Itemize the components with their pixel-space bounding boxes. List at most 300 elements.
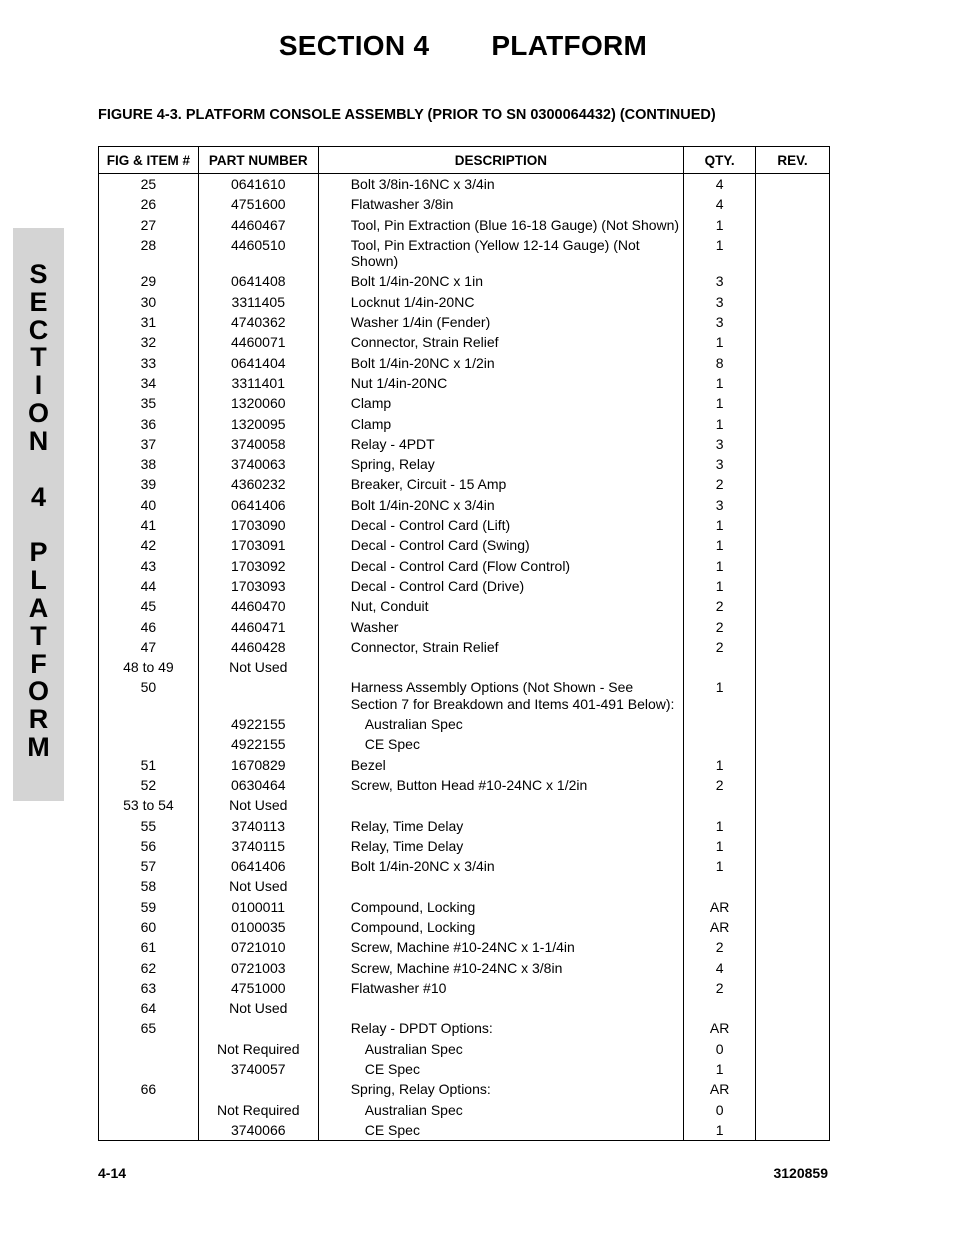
- rev-cell: [756, 714, 830, 734]
- side-tab-letter: R: [28, 704, 49, 735]
- description-cell: [318, 998, 683, 1018]
- item-cell: 62: [99, 958, 199, 978]
- part-number-cell: 3740063: [198, 454, 318, 474]
- rev-cell: [756, 414, 830, 434]
- description-cell: Compound, Locking: [318, 917, 683, 937]
- qty-cell: [684, 876, 756, 896]
- qty-cell: [684, 795, 756, 815]
- item-cell: 35: [99, 393, 199, 413]
- part-number-cell: 0100011: [198, 897, 318, 917]
- item-cell: 27: [99, 215, 199, 235]
- part-number-cell: 0100035: [198, 917, 318, 937]
- table-row: [99, 373, 830, 393]
- rev-cell: [756, 617, 830, 637]
- table-row: [99, 937, 830, 957]
- part-number-cell: [198, 1079, 318, 1099]
- table-row: [99, 556, 830, 576]
- qty-cell: 1: [684, 332, 756, 352]
- table-row: [99, 1018, 830, 1038]
- part-number-cell: 1320095: [198, 414, 318, 434]
- part-number-cell: [198, 1018, 318, 1038]
- rev-cell: [756, 978, 830, 998]
- table-row: [99, 998, 830, 1018]
- part-number-cell: 0721010: [198, 937, 318, 957]
- qty-cell: [684, 657, 756, 677]
- part-number-cell: 3740115: [198, 836, 318, 856]
- table-row: [99, 235, 830, 272]
- rev-cell: [756, 556, 830, 576]
- qty-cell: 1: [684, 373, 756, 393]
- qty-cell: 0: [684, 1039, 756, 1059]
- description-cell: Clamp: [318, 393, 683, 413]
- rev-cell: [756, 271, 830, 291]
- description-cell: Relay, Time Delay: [318, 836, 683, 856]
- rev-cell: [756, 312, 830, 332]
- table-row: [99, 1120, 830, 1141]
- qty-cell: 3: [684, 454, 756, 474]
- item-cell: [99, 1120, 199, 1141]
- description-cell: Bolt 3/8in-16NC x 3/4in: [318, 174, 683, 195]
- description-cell: Relay - DPDT Options:: [318, 1018, 683, 1038]
- part-number-cell: [198, 677, 318, 714]
- description-cell: Decal - Control Card (Flow Control): [318, 556, 683, 576]
- description-cell: [318, 795, 683, 815]
- rev-cell: [756, 292, 830, 312]
- qty-cell: 2: [684, 596, 756, 616]
- rev-cell: [756, 816, 830, 836]
- rev-cell: [756, 856, 830, 876]
- qty-cell: 1: [684, 215, 756, 235]
- description-cell: Washer: [318, 617, 683, 637]
- part-number-cell: Not Required: [198, 1039, 318, 1059]
- part-number-cell: 4360232: [198, 474, 318, 494]
- item-cell: 59: [99, 897, 199, 917]
- section-label: SECTION 4: [278, 30, 430, 61]
- rev-cell: [756, 393, 830, 413]
- qty-cell: 4: [684, 174, 756, 195]
- item-cell: 38: [99, 454, 199, 474]
- description-cell: Bezel: [318, 755, 683, 775]
- table-row: [99, 1079, 830, 1099]
- description-cell: Connector, Strain Relief: [318, 637, 683, 657]
- document-number: 3120859: [773, 1165, 828, 1181]
- item-cell: 53 to 54: [99, 795, 199, 815]
- part-number-cell: Not Used: [198, 876, 318, 896]
- qty-cell: 2: [684, 937, 756, 957]
- table-row: [99, 637, 830, 657]
- table-row: [99, 495, 830, 515]
- qty-cell: 1: [684, 836, 756, 856]
- side-tab-letter: I: [34, 370, 43, 401]
- table-row: [99, 332, 830, 352]
- table-row: [99, 816, 830, 836]
- item-cell: 64: [99, 998, 199, 1018]
- parts-table-header: [99, 147, 830, 174]
- description-cell: [318, 876, 683, 896]
- table-row: [99, 958, 830, 978]
- description-cell: Harness Assembly Options (Not Shown - See Section 7 for Breakdown and Items 401-491 Below):: [318, 677, 683, 714]
- item-cell: 26: [99, 194, 199, 214]
- table-row: [99, 353, 830, 373]
- item-cell: 28: [99, 235, 199, 272]
- qty-cell: AR: [684, 1018, 756, 1038]
- rev-cell: [756, 1079, 830, 1099]
- rev-cell: [756, 1018, 830, 1038]
- part-number-cell: 3311401: [198, 373, 318, 393]
- description-cell: [318, 657, 683, 677]
- table-row: [99, 535, 830, 555]
- part-number-cell: Not Used: [198, 998, 318, 1018]
- description-cell: Bolt 1/4in-20NC x 1/2in: [318, 353, 683, 373]
- column-header-rev: REV.: [756, 147, 830, 174]
- item-cell: 34: [99, 373, 199, 393]
- qty-cell: [684, 714, 756, 734]
- part-number-cell: 3740057: [198, 1059, 318, 1079]
- item-cell: 46: [99, 617, 199, 637]
- column-header-description: DESCRIPTION: [318, 147, 683, 174]
- table-row: [99, 454, 830, 474]
- description-cell: Connector, Strain Relief: [318, 332, 683, 352]
- rev-cell: [756, 775, 830, 795]
- description-cell: Breaker, Circuit - 15 Amp: [318, 474, 683, 494]
- item-cell: 29: [99, 271, 199, 291]
- qty-cell: 1: [684, 393, 756, 413]
- part-number-cell: 4460071: [198, 332, 318, 352]
- item-cell: 66: [99, 1079, 199, 1099]
- rev-cell: [756, 998, 830, 1018]
- item-cell: 40: [99, 495, 199, 515]
- rev-cell: [756, 194, 830, 214]
- side-tab-letters: [13, 261, 64, 762]
- rev-cell: [756, 917, 830, 937]
- table-row: [99, 856, 830, 876]
- rev-cell: [756, 474, 830, 494]
- item-cell: 36: [99, 414, 199, 434]
- section-heading: [0, 30, 926, 62]
- item-cell: 48 to 49: [99, 657, 199, 677]
- part-number-cell: 0630464: [198, 775, 318, 795]
- item-cell: 47: [99, 637, 199, 657]
- item-cell: 30: [99, 292, 199, 312]
- qty-cell: 1: [684, 515, 756, 535]
- rev-cell: [756, 1120, 830, 1141]
- qty-cell: 1: [684, 576, 756, 596]
- qty-cell: 1: [684, 535, 756, 555]
- part-number-cell: 0641408: [198, 271, 318, 291]
- side-tab-letter: S: [29, 259, 48, 289]
- part-number-cell: Not Used: [198, 795, 318, 815]
- table-row: [99, 596, 830, 616]
- description-cell: Locknut 1/4in-20NC: [318, 292, 683, 312]
- rev-cell: [756, 637, 830, 657]
- qty-cell: 1: [684, 556, 756, 576]
- rev-cell: [756, 596, 830, 616]
- part-number-cell: 1320060: [198, 393, 318, 413]
- qty-cell: 8: [684, 353, 756, 373]
- item-cell: [99, 1059, 199, 1079]
- item-cell: 60: [99, 917, 199, 937]
- qty-cell: AR: [684, 897, 756, 917]
- description-cell: CE Spec: [318, 1059, 683, 1079]
- qty-cell: 0: [684, 1100, 756, 1120]
- rev-cell: [756, 755, 830, 775]
- description-cell: Screw, Button Head #10-24NC x 1/2in: [318, 775, 683, 795]
- table-row: [99, 755, 830, 775]
- item-cell: 32: [99, 332, 199, 352]
- rev-cell: [756, 876, 830, 896]
- item-cell: 58: [99, 876, 199, 896]
- table-row: [99, 775, 830, 795]
- item-cell: 25: [99, 174, 199, 195]
- rev-cell: [756, 677, 830, 714]
- description-cell: Clamp: [318, 414, 683, 434]
- rev-cell: [756, 958, 830, 978]
- table-row: [99, 876, 830, 896]
- rev-cell: [756, 1039, 830, 1059]
- qty-cell: AR: [684, 1079, 756, 1099]
- part-number-cell: 0641406: [198, 495, 318, 515]
- description-cell: Flatwasher 3/8in: [318, 194, 683, 214]
- parts-table: [98, 146, 830, 1141]
- item-cell: [99, 714, 199, 734]
- part-number-cell: 1703090: [198, 515, 318, 535]
- qty-cell: 1: [684, 816, 756, 836]
- description-cell: Decal - Control Card (Drive): [318, 576, 683, 596]
- description-cell: Spring, Relay: [318, 454, 683, 474]
- rev-cell: [756, 332, 830, 352]
- rev-cell: [756, 836, 830, 856]
- part-number-cell: 4460510: [198, 235, 318, 272]
- qty-cell: 2: [684, 775, 756, 795]
- item-cell: 56: [99, 836, 199, 856]
- qty-cell: 3: [684, 312, 756, 332]
- description-cell: Tool, Pin Extraction (Yellow 12-14 Gauge) (Not Shown): [318, 235, 683, 272]
- qty-cell: 4: [684, 958, 756, 978]
- description-cell: Screw, Machine #10-24NC x 1-1/4in: [318, 937, 683, 957]
- side-tab-letter: E: [29, 286, 48, 317]
- side-tab-letter: N: [28, 425, 49, 456]
- table-row: [99, 617, 830, 637]
- description-cell: Spring, Relay Options:: [318, 1079, 683, 1099]
- part-number-cell: 4922155: [198, 734, 318, 754]
- column-header-item: FIG & ITEM #: [99, 147, 199, 174]
- item-cell: [99, 1039, 199, 1059]
- description-cell: CE Spec: [318, 1120, 683, 1141]
- description-cell: Australian Spec: [318, 1100, 683, 1120]
- part-number-cell: 0641406: [198, 856, 318, 876]
- table-row: [99, 795, 830, 815]
- part-number-cell: 1670829: [198, 755, 318, 775]
- qty-cell: 1: [684, 856, 756, 876]
- part-number-cell: 4460471: [198, 617, 318, 637]
- table-row: [99, 312, 830, 332]
- item-cell: 44: [99, 576, 199, 596]
- table-row: [99, 1100, 830, 1120]
- side-tab-letter: M: [27, 731, 50, 762]
- item-cell: 57: [99, 856, 199, 876]
- part-number-cell: 1703092: [198, 556, 318, 576]
- description-cell: Australian Spec: [318, 1039, 683, 1059]
- section-side-tab: [13, 228, 64, 801]
- side-tab-letter: C: [28, 314, 49, 345]
- item-cell: 33: [99, 353, 199, 373]
- rev-cell: [756, 174, 830, 195]
- item-cell: 42: [99, 535, 199, 555]
- rev-cell: [756, 353, 830, 373]
- table-row: [99, 978, 830, 998]
- rev-cell: [756, 235, 830, 272]
- rev-cell: [756, 495, 830, 515]
- side-tab-letter: T: [30, 342, 47, 373]
- qty-cell: 1: [684, 235, 756, 272]
- description-cell: Bolt 1/4in-20NC x 1in: [318, 271, 683, 291]
- qty-cell: 2: [684, 978, 756, 998]
- qty-cell: 1: [684, 677, 756, 714]
- qty-cell: 1: [684, 1120, 756, 1141]
- side-tab-letter: T: [30, 620, 47, 651]
- column-header-part-number: PART NUMBER: [198, 147, 318, 174]
- rev-cell: [756, 1100, 830, 1120]
- rev-cell: [756, 434, 830, 454]
- rev-cell: [756, 576, 830, 596]
- part-number-cell: 4922155: [198, 714, 318, 734]
- item-cell: 39: [99, 474, 199, 494]
- part-number-cell: Not Required: [198, 1100, 318, 1120]
- item-cell: 45: [99, 596, 199, 616]
- table-row: [99, 474, 830, 494]
- table-row: [99, 1059, 830, 1079]
- rev-cell: [756, 535, 830, 555]
- part-number-cell: 4751000: [198, 978, 318, 998]
- table-row: [99, 194, 830, 214]
- qty-cell: 2: [684, 474, 756, 494]
- qty-cell: 3: [684, 434, 756, 454]
- description-cell: Nut, Conduit: [318, 596, 683, 616]
- description-cell: Relay - 4PDT: [318, 434, 683, 454]
- item-cell: 61: [99, 937, 199, 957]
- table-row: [99, 515, 830, 535]
- item-cell: 41: [99, 515, 199, 535]
- description-cell: Tool, Pin Extraction (Blue 16-18 Gauge) (Not Shown): [318, 215, 683, 235]
- table-row: [99, 677, 830, 714]
- table-row: [99, 174, 830, 195]
- side-tab-spacer: [13, 456, 64, 484]
- section-name: PLATFORM: [491, 30, 648, 61]
- part-number-cell: 4751600: [198, 194, 318, 214]
- qty-cell: [684, 734, 756, 754]
- table-row: [99, 917, 830, 937]
- page-number: 4-14: [98, 1165, 127, 1181]
- table-row: [99, 714, 830, 734]
- part-number-cell: 1703091: [198, 535, 318, 555]
- part-number-cell: 4740362: [198, 312, 318, 332]
- table-row: [99, 271, 830, 291]
- rev-cell: [756, 454, 830, 474]
- description-cell: Bolt 1/4in-20NC x 3/4in: [318, 856, 683, 876]
- item-cell: 50: [99, 677, 199, 714]
- table-row: [99, 657, 830, 677]
- table-row: [99, 434, 830, 454]
- item-cell: 51: [99, 755, 199, 775]
- description-cell: Relay, Time Delay: [318, 816, 683, 836]
- item-cell: 37: [99, 434, 199, 454]
- part-number-cell: Not Used: [198, 657, 318, 677]
- rev-cell: [756, 795, 830, 815]
- part-number-cell: 0721003: [198, 958, 318, 978]
- description-cell: Bolt 1/4in-20NC x 3/4in: [318, 495, 683, 515]
- part-number-cell: 3311405: [198, 292, 318, 312]
- qty-cell: 4: [684, 194, 756, 214]
- item-cell: [99, 734, 199, 754]
- table-row: [99, 897, 830, 917]
- side-tab-letter: L: [30, 565, 47, 596]
- part-number-cell: 3740058: [198, 434, 318, 454]
- item-cell: 52: [99, 775, 199, 795]
- part-number-cell: 1703093: [198, 576, 318, 596]
- item-cell: [99, 1100, 199, 1120]
- qty-cell: 3: [684, 292, 756, 312]
- rev-cell: [756, 657, 830, 677]
- column-header-qty: QTY.: [684, 147, 756, 174]
- part-number-cell: 0641610: [198, 174, 318, 195]
- qty-cell: 3: [684, 271, 756, 291]
- description-cell: Australian Spec: [318, 714, 683, 734]
- rev-cell: [756, 1059, 830, 1079]
- parts-table-body: [99, 174, 830, 1141]
- table-row: [99, 393, 830, 413]
- part-number-cell: 3740066: [198, 1120, 318, 1141]
- side-tab-spacer: [13, 511, 64, 539]
- item-cell: 55: [99, 816, 199, 836]
- qty-cell: 2: [684, 617, 756, 637]
- description-cell: CE Spec: [318, 734, 683, 754]
- table-row: [99, 414, 830, 434]
- rev-cell: [756, 215, 830, 235]
- rev-cell: [756, 937, 830, 957]
- item-cell: 65: [99, 1018, 199, 1038]
- table-row: [99, 292, 830, 312]
- qty-cell: 1: [684, 755, 756, 775]
- item-cell: 43: [99, 556, 199, 576]
- rev-cell: [756, 734, 830, 754]
- description-cell: Nut 1/4in-20NC: [318, 373, 683, 393]
- side-tab-letter: P: [29, 537, 48, 568]
- item-cell: 31: [99, 312, 199, 332]
- table-row: [99, 836, 830, 856]
- qty-cell: 3: [684, 495, 756, 515]
- part-number-cell: 4460428: [198, 637, 318, 657]
- description-cell: Decal - Control Card (Lift): [318, 515, 683, 535]
- side-tab-letter: O: [27, 676, 49, 707]
- rev-cell: [756, 515, 830, 535]
- item-cell: 63: [99, 978, 199, 998]
- table-row: [99, 215, 830, 235]
- side-tab-letter: O: [27, 397, 49, 428]
- side-tab-letter: A: [28, 592, 49, 623]
- table-row: [99, 1039, 830, 1059]
- description-cell: Decal - Control Card (Swing): [318, 535, 683, 555]
- description-cell: Flatwasher #10: [318, 978, 683, 998]
- description-cell: Compound, Locking: [318, 897, 683, 917]
- figure-title: FIGURE 4-3. PLATFORM CONSOLE ASSEMBLY (PRIOR TO SN 0300064432) (CONTINUED): [98, 107, 716, 123]
- part-number-cell: 3740113: [198, 816, 318, 836]
- description-cell: Washer 1/4in (Fender): [318, 312, 683, 332]
- table-row: [99, 734, 830, 754]
- qty-cell: 1: [684, 1059, 756, 1079]
- description-cell: Screw, Machine #10-24NC x 3/8in: [318, 958, 683, 978]
- part-number-cell: 4460470: [198, 596, 318, 616]
- side-tab-letter: 4: [30, 481, 47, 512]
